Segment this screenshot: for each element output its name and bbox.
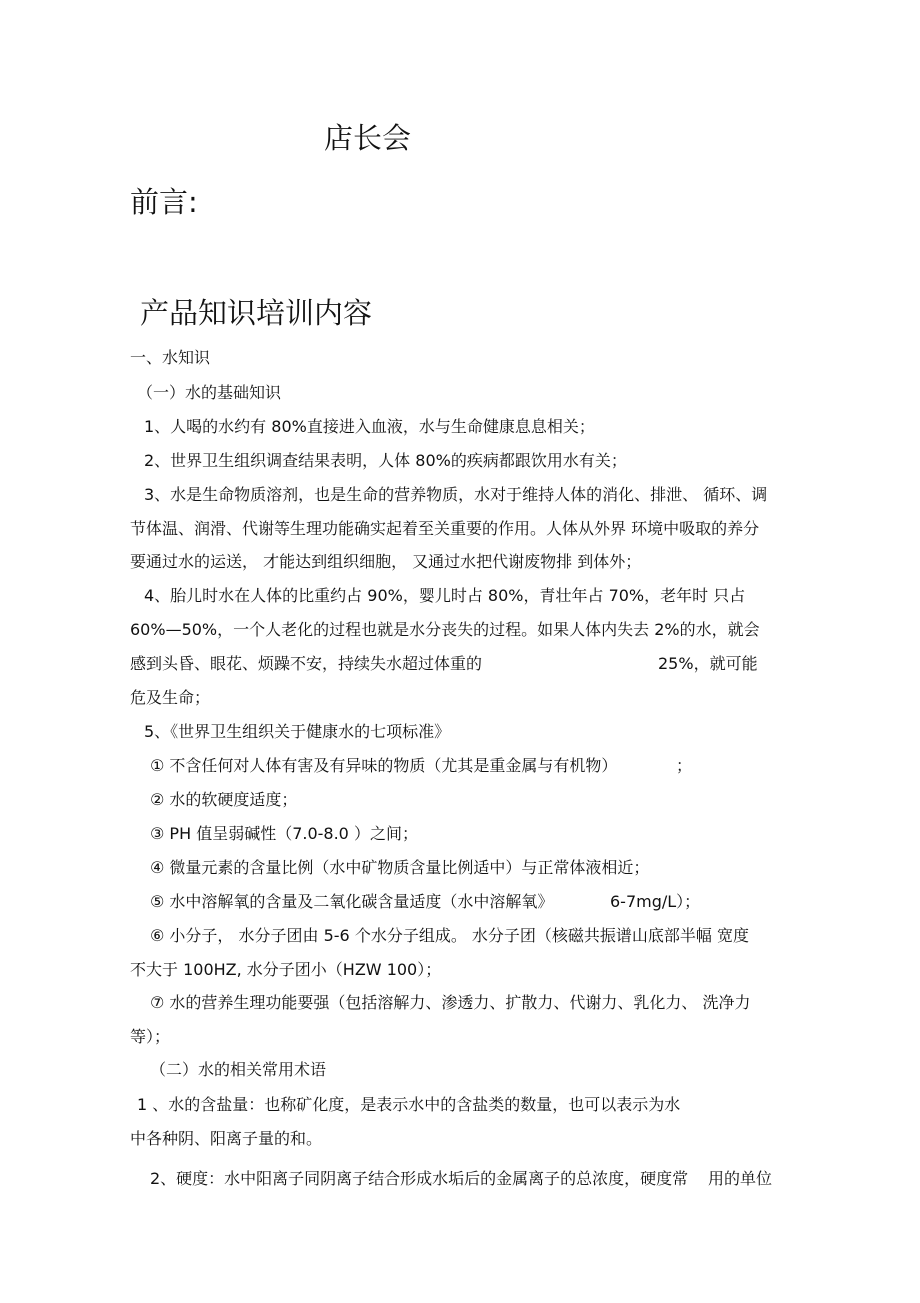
list-item: 不大于 100HZ, 水分子团小（HZW 100）； bbox=[130, 960, 442, 979]
paragraph-line: 2、世界卫生组织调查结果表明，人体 80%的疾病都跟饮用水有关； bbox=[144, 451, 627, 470]
paragraph-line: 1 、水的含盐量：也称矿化度，是表示水中的含盐类的数量，也可以表示为水 bbox=[137, 1095, 681, 1114]
list-item: ⑤ 水中溶解氧的含量及二氧化碳含量适度（水中溶解氧》 bbox=[150, 892, 554, 911]
section-title: 产品知识培训内容 bbox=[140, 296, 373, 330]
paragraph-line: 60%—50%，一个人老化的过程也就是水分丧失的过程。如果人体内失去 2%的水，就会 bbox=[130, 620, 760, 639]
list-item: 等）； bbox=[130, 1027, 171, 1046]
list-item: ② 水的软硬度适度； bbox=[150, 790, 298, 809]
paragraph-line: 5、《世界卫生组织关于健康水的七项标准》 bbox=[144, 722, 451, 741]
list-item: ③ PH 值呈弱碱性（7.0-8.0 ）之间； bbox=[150, 824, 418, 843]
subsection-heading: （一）水的基础知识 bbox=[137, 383, 282, 402]
paragraph-line: 25%，就可能 bbox=[658, 654, 758, 673]
paragraph-line: 危及生命； bbox=[130, 688, 211, 707]
list-item: ⑦ 水的营养生理功能要强（包括溶解力、渗透力、扩散力、代谢力、乳化力、 洗净力 bbox=[150, 993, 751, 1012]
list-item: ⑥ 小分子， 水分子团由 5-6 个水分子组成。 水分子团（核磁共振谱山底部半幅 宽度 bbox=[150, 926, 749, 945]
list-item: ④ 微量元素的含量比例（水中矿物质含量比例适中）与正常体液相近； bbox=[150, 858, 650, 877]
paragraph-line: 4、胎儿时水在人体的比重约占 90%，婴儿时占 80%，青壮年占 70%，老年时 只占 bbox=[144, 586, 746, 605]
paragraph-line: 中各种阴、阳离子量的和。 bbox=[130, 1129, 323, 1148]
preface-heading: 前言: bbox=[130, 185, 198, 219]
paragraph-line: 感到头昏、眼花、烦躁不安，持续失水超过体重的 bbox=[130, 654, 483, 673]
paragraph-line: 节体温、润滑、代谢等生理功能确实起着至关重要的作用。人体从外界 环境中吸取的养分 bbox=[130, 519, 760, 538]
paragraph-line: 用的单位 bbox=[708, 1169, 773, 1188]
page-title: 店长会 bbox=[324, 121, 412, 155]
list-item: ； bbox=[676, 756, 693, 775]
subsection-heading: （二）水的相关常用术语 bbox=[150, 1060, 327, 1079]
paragraph-line: 2、硬度：水中阳离子同阴离子结合形成水垢后的金属离子的总浓度，硬度常 bbox=[150, 1169, 689, 1188]
paragraph-line: 3、水是生命物质溶剂，也是生命的营养物质，水对于维持人体的消化、排泄、 循环、调 bbox=[144, 485, 768, 504]
paragraph-line: 1、人喝的水约有 80%直接进入血液，水与生命健康息息相关； bbox=[144, 417, 595, 436]
list-item: 6-7mg/L）； bbox=[610, 892, 701, 911]
paragraph-line: 要通过水的运送， 才能达到组织细胞， 又通过水把代谢废物排 到体外； bbox=[130, 552, 642, 571]
list-item: ① 不含任何对人体有害及有异味的物质（尤其是重金属与有机物） bbox=[150, 756, 618, 775]
section-heading: 一、水知识 bbox=[130, 348, 211, 367]
